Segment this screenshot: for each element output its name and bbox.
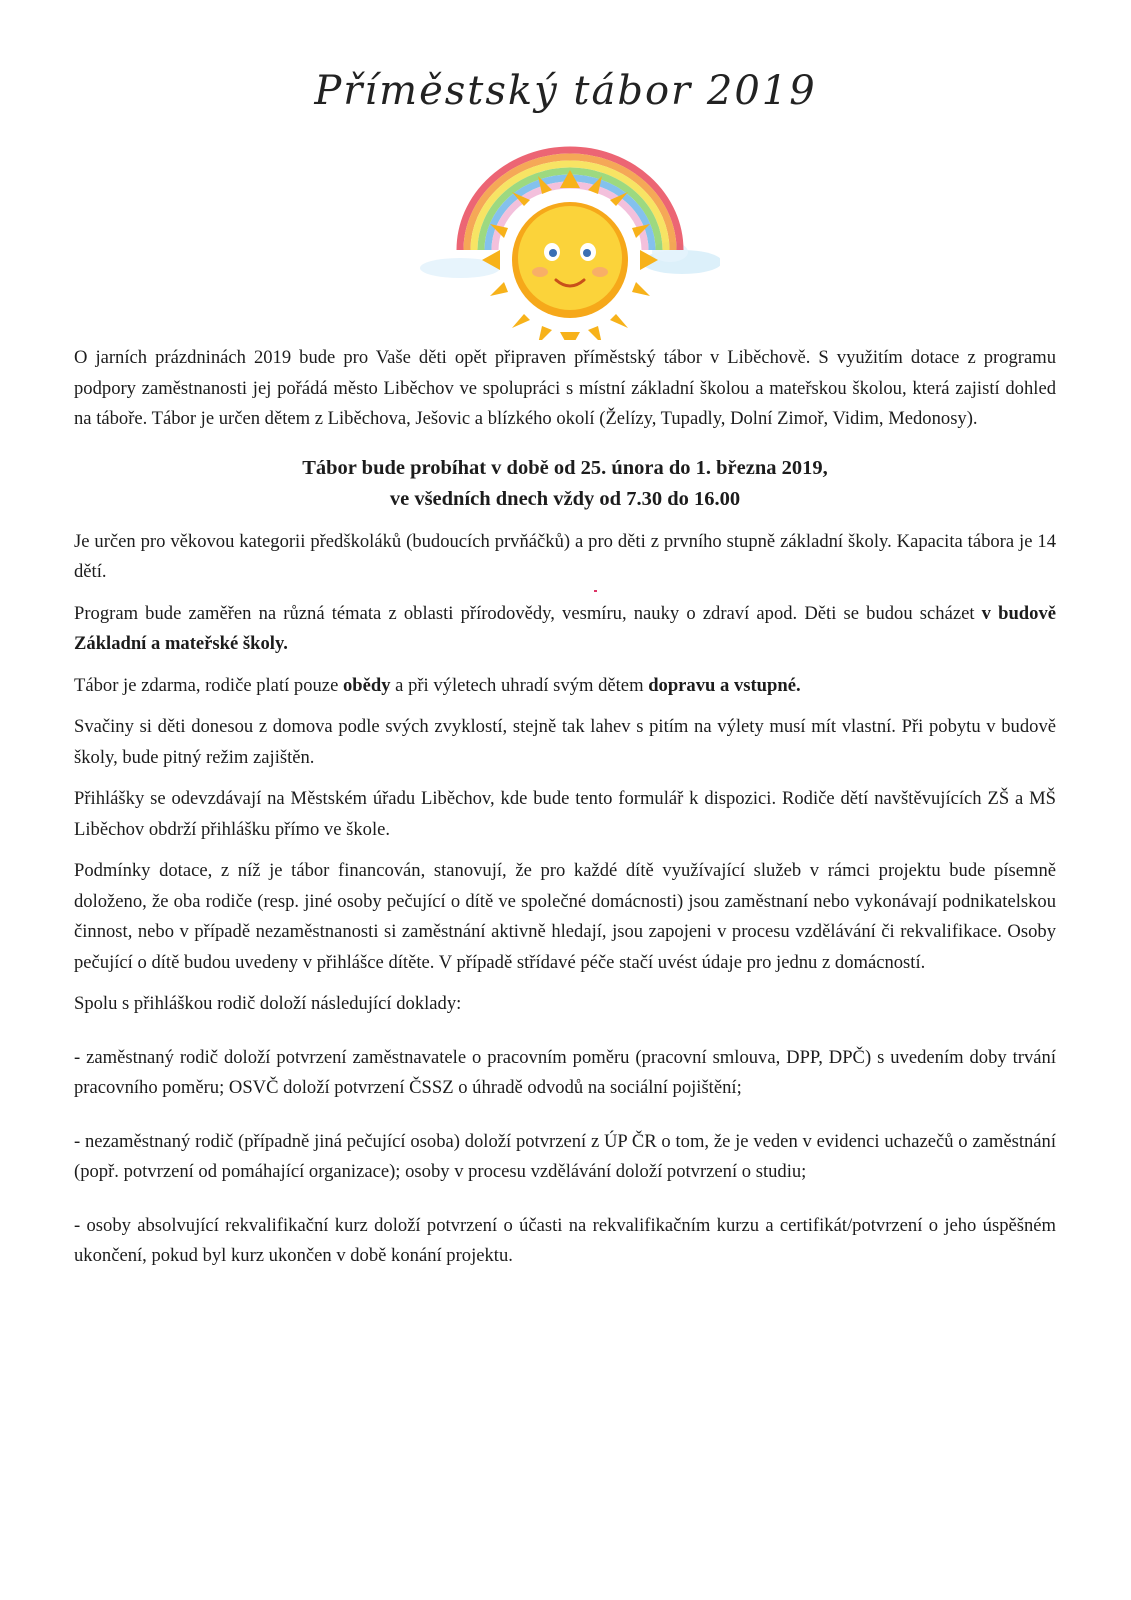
cost-lunch: obědy	[342, 674, 391, 696]
documents-lead: Spolu s přihláškou rodič doloží následující doklady:	[74, 993, 462, 1014]
documents-item-requalification: - osoby absolvující rekvalifikační kurz doloží potvrzení o účasti na rekvalifikačním kurzu a certifikát/potvrzení o jeho úspěšném ukončení, pokud byl kurz ukončen v době konání projektu.	[74, 1214, 1056, 1266]
snacks-paragraph: Svačiny si děti donesou z domova podle svých zvyklostí, stejně tak lahev s pitím na výlety musí mít vlastní. Při pobytu v budově školy, bude pitný režim zajištěn.	[74, 716, 1056, 768]
applications-paragraph: Přihlášky se odevzdávají na Městském úřadu Liběchov, kde bude tento formulář k dispozici. Rodiče dětí navštěvujících ZŠ a MŠ Liběchov obdrží přihlášku přímo ve škole.	[74, 788, 1056, 840]
cost-text-2: a při výletech uhradí svým dětem	[395, 674, 644, 696]
intro-paragraph: O jarních prázdninách 2019 bude pro Vaše děti opět připraven příměstský tábor v Liběchově. S využitím dotace z programu podpory zaměstnanosti jej pořádá město Liběchov ve spolupráci s místní základní školou a mateřskou školou, která zajistí dohled na táboře. Tábor je určen dětem z Liběchova, Ješovic a blízkého okolí (Želízy, Tupadly, Dolní Zimoř, Vidim, Medonosy).	[74, 347, 1056, 429]
program-location: v budově Základní a mateřské školy.	[74, 602, 1056, 654]
camp-dates	[74, 453, 1056, 515]
rainbow-sun-illustration	[420, 140, 720, 340]
page-title: Příměstský tábor 2019	[314, 68, 817, 114]
camp-dates-line1: Tábor bude probíhat v době od 25. února do 1. března 2019,	[302, 456, 828, 479]
camp-dates-line2: ve všedních dnech vždy od 7.30 do 16.00	[389, 487, 741, 510]
documents-item-unemployed: - nezaměstnaný rodič (případně jiná pečující osoba) doloží potvrzení z ÚP ČR o tom, že je veden v evidenci uchazečů o zaměstnání (popř. potvrzení od pomáhající organizace); osoby v procesu vzdělávání doloží potvrzení o studiu;	[74, 1130, 1056, 1182]
program-paragraph	[74, 599, 1056, 660]
program-text: Program bude zaměřen na různá témata z oblasti přírodovědy, vesmíru, nauky o zdraví apod. Děti se budou scházet	[74, 602, 975, 624]
scan-speck	[594, 590, 597, 592]
cost-transport: dopravu a vstupné.	[648, 674, 801, 696]
document-body	[74, 343, 1056, 1295]
audience-paragraph: Je určen pro věkovou kategorii předškoláků (budoucích prvňáčků) a pro děti z prvního stupně základní školy. Kapacita tábora je 14 dětí.	[74, 530, 1056, 582]
documents-item-employed: - zaměstnaný rodič doloží potvrzení zaměstnavatele o pracovním poměru (pracovní smlouva, DPP, DPČ) s uvedením doby trvání pracovního poměru; OSVČ doloží potvrzení ČSSZ o úhradě odvodů na sociální pojištění;	[74, 1046, 1056, 1098]
cost-paragraph	[74, 671, 1056, 702]
conditions-paragraph: Podmínky dotace, z níž je tábor financován, stanovují, že pro každé dítě využívající služeb v rámci projektu bude písemně doloženo, že oba rodiče (resp. jiné osoby pečující o dítě ve společné domácnosti) jsou zaměstnaní nebo vykonávají podnikatelskou činnost, nebo v případě nezaměstnanosti si zaměstnání aktivně hledají, jsou zapojeni v procesu vzdělávání či rekvalifikace. Osoby pečující o dítě budou uvedeny v přihlášce dítěte. V případě střídavé péče stačí uvést údaje pro jednu z domácností.	[74, 860, 1056, 973]
cost-text-1: Tábor je zdarma, rodiče platí pouze	[74, 674, 339, 696]
